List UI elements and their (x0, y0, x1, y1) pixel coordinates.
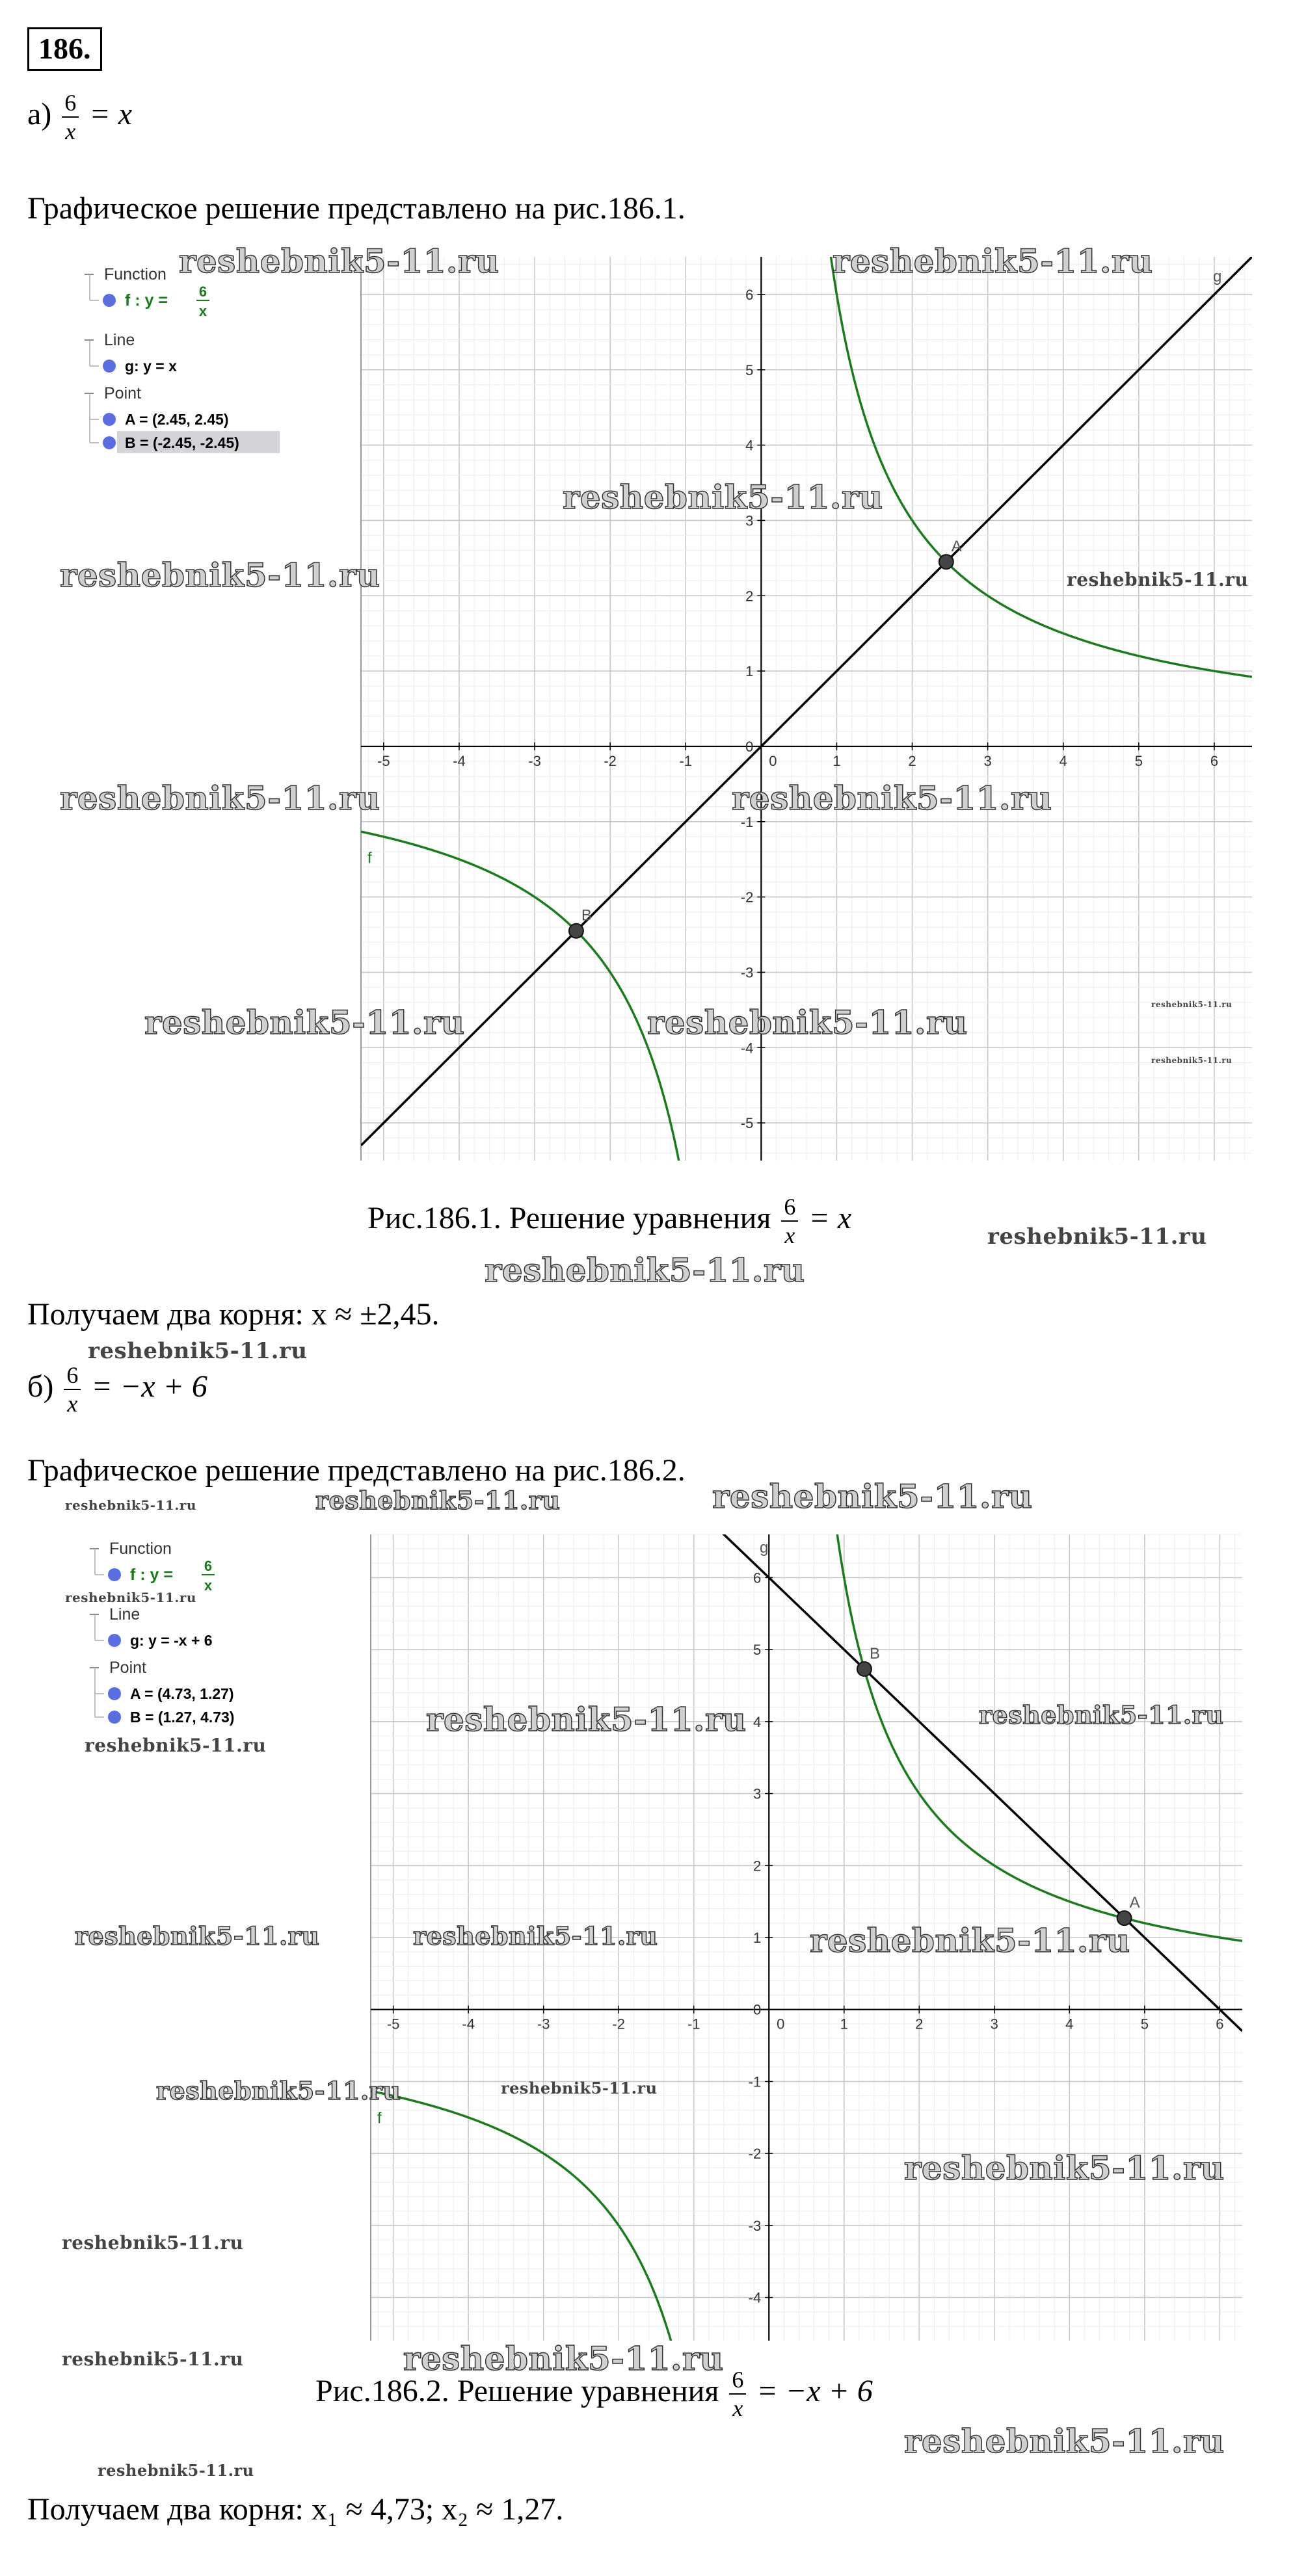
watermark: reshebnik5-11.ru (1067, 569, 1249, 590)
y-tick-label: 4 (753, 1713, 762, 1730)
algebra-item-denominator: x (204, 1577, 213, 1594)
figure-2-algebra-view (90, 1540, 234, 1726)
algebra-item-label: B = (1.27, 4.73) (130, 1709, 235, 1726)
y-tick-label: 6 (753, 1570, 762, 1586)
x-tick-label: 2 (915, 2016, 924, 2032)
algebra-item-label: f : y = (130, 1566, 173, 1584)
algebra-item-label: B = (-2.45, -2.45) (125, 434, 239, 451)
point-label-B: B (581, 906, 592, 925)
y-tick-label: 2 (745, 588, 754, 605)
equation-a-label: а) (27, 97, 52, 132)
equation-b-denominator: x (67, 1391, 78, 1417)
visibility-toggle (108, 1568, 121, 1581)
x-tick-label: 2 (908, 752, 916, 769)
caption-b-text: Рис.186.2. Решение уравнения (315, 2374, 719, 2409)
equation-b-numerator: 6 (64, 1363, 81, 1390)
y-tick-label: 4 (745, 437, 754, 454)
algebra-item-numerator: 6 (198, 283, 207, 300)
watermark: reshebnik5-11.ru (315, 1486, 561, 1515)
point-A (939, 555, 953, 569)
visibility-toggle (103, 360, 116, 373)
x-tick-label: 6 (1210, 752, 1219, 769)
caption-a (367, 1195, 851, 1247)
watermark: reshebnik5-11.ru (144, 1003, 465, 1042)
watermark: reshebnik5-11.ru (98, 2461, 254, 2480)
algebra-item-denominator: x (198, 303, 207, 319)
point-B (857, 1662, 872, 1676)
watermark: reshebnik5-11.ru (60, 556, 380, 594)
y-tick-label: 2 (753, 1858, 762, 1874)
x-tick-label: -5 (377, 752, 390, 769)
watermark: reshebnik5-11.ru (62, 2232, 244, 2254)
series-label-g: g (1213, 268, 1222, 285)
x-tick-label: 4 (1059, 752, 1067, 769)
equation-b-rhs: = −x + 6 (91, 1369, 207, 1404)
caption-a-text: Рис.186.1. Решение уравнения (367, 1201, 771, 1236)
y-tick-label: 0 (745, 738, 754, 755)
x-tick-label: -1 (687, 2016, 700, 2032)
algebra-item-label: A = (4.73, 1.27) (130, 1685, 234, 1702)
visibility-toggle (108, 1711, 121, 1724)
y-tick-label: 1 (753, 1930, 762, 1946)
series-label-f: f (367, 849, 372, 867)
algebra-item-label: g: y = -x + 6 (130, 1632, 213, 1649)
algebra-item-label: A = (2.45, 2.45) (125, 411, 229, 428)
caption-b-fraction (729, 2368, 746, 2420)
algebra-item-numerator: 6 (204, 1558, 213, 1574)
visibility-toggle (103, 294, 116, 307)
y-tick-label: 3 (745, 512, 754, 529)
watermark: reshebnik5-11.ru (179, 242, 500, 280)
watermark: reshebnik5-11.ru (732, 779, 1052, 817)
result-a: Получаем два корня: x ≈ ±2,45. (27, 1297, 440, 1332)
watermark: reshebnik5-11.ru (62, 2348, 244, 2370)
visibility-toggle (108, 1634, 121, 1647)
y-tick-label: 0 (753, 2001, 762, 2018)
watermark: reshebnik5-11.ru (403, 2339, 724, 2378)
watermark: reshebnik5-11.ru (987, 1224, 1207, 1250)
y-tick-label: -3 (740, 964, 754, 981)
y-tick-label: 5 (753, 1642, 762, 1659)
equation-b-label: б) (27, 1369, 54, 1404)
equation-b-fraction (64, 1363, 81, 1415)
watermark: reshebnik5-11.ru (65, 1590, 196, 1605)
algebra-item-label: f : y = (125, 291, 168, 309)
watermark: reshebnik5-11.ru (485, 1251, 805, 1289)
visibility-toggle (108, 1687, 121, 1700)
algebra-group-header: Line (104, 331, 135, 349)
watermark: reshebnik5-11.ru (712, 1477, 1033, 1516)
caption-b-numerator: 6 (729, 2368, 746, 2395)
y-tick-label: -5 (740, 1115, 754, 1132)
watermark: reshebnik5-11.ru (60, 779, 380, 817)
equation-b (27, 1363, 207, 1415)
y-tick-label: -1 (740, 813, 754, 830)
watermark: reshebnik5-11.ru (979, 1700, 1224, 1729)
caption-b-denominator: x (732, 2395, 743, 2421)
algebra-item-label: g: y = x (125, 358, 177, 375)
y-tick-label: 3 (753, 1785, 762, 1802)
watermark: reshebnik5-11.ru (426, 1700, 747, 1739)
y-tick-label: -4 (740, 1040, 754, 1057)
figure-1-algebra-view (85, 265, 280, 453)
algebra-group-header: Function (109, 1540, 172, 1558)
point-label-A: A (951, 538, 962, 556)
y-tick-label: 1 (745, 663, 754, 680)
point-B (569, 924, 583, 938)
equation-a-fraction (62, 91, 79, 143)
visibility-toggle (103, 413, 116, 426)
caption-a-rhs: = x (808, 1201, 852, 1236)
watermark: reshebnik5-11.ru (65, 1497, 196, 1513)
x-tick-label: -4 (462, 2016, 475, 2032)
watermark: reshebnik5-11.ru (563, 478, 883, 516)
caption-a-denominator: x (784, 1222, 795, 1248)
watermark: reshebnik5-11.ru (1151, 1056, 1233, 1065)
watermark: reshebnik5-11.ru (810, 1921, 1130, 1960)
algebra-group-header: Point (109, 1659, 146, 1677)
x-tick-label: 5 (1140, 2016, 1149, 2032)
equation-a-numerator: 6 (62, 91, 79, 118)
visibility-toggle (103, 436, 116, 449)
x-tick-label: 4 (1065, 2016, 1074, 2032)
intro-a: Графическое решение представлено на рис.186.1. (27, 191, 686, 226)
watermark: reshebnik5-11.ru (156, 2076, 401, 2105)
watermark: reshebnik5-11.ru (647, 1003, 968, 1042)
watermark: reshebnik5-11.ru (75, 1921, 320, 1951)
series-label-g: g (760, 1539, 769, 1557)
y-tick-label: 5 (745, 361, 754, 378)
watermark: reshebnik5-11.ru (88, 1338, 308, 1364)
x-tick-label: -2 (612, 2016, 625, 2032)
y-tick-label: 6 (745, 286, 754, 303)
result-b: Получаем два корня: x₁ ≈ 4,73; x₂ ≈ 1,27. (27, 2492, 564, 2527)
watermark: reshebnik5-11.ru (501, 2079, 658, 2097)
intro-b: Графическое решение представлено на рис.186.2. (27, 1453, 686, 1488)
y-tick-label: -2 (740, 889, 754, 906)
x-tick-label: -1 (679, 752, 693, 769)
x-tick-label: -2 (604, 752, 617, 769)
watermark: reshebnik5-11.ru (413, 1921, 658, 1951)
point-label-B: B (869, 1645, 880, 1663)
x-tick-label: 3 (983, 752, 992, 769)
caption-b-rhs: = −x + 6 (756, 2374, 873, 2409)
equation-a-denominator: x (65, 118, 76, 144)
watermark: reshebnik5-11.ru (904, 2149, 1225, 2187)
caption-a-numerator: 6 (781, 1195, 798, 1222)
series-label-f: f (377, 2109, 382, 2127)
x-tick-label: 1 (833, 752, 841, 769)
y-tick-label: -4 (748, 2289, 762, 2306)
x-tick-label: -3 (528, 752, 541, 769)
x-tick-label: 5 (1134, 752, 1143, 769)
equation-a-rhs: = x (89, 97, 132, 132)
watermark: reshebnik5-11.ru (1151, 1000, 1233, 1009)
algebra-group-header: Function (104, 265, 167, 283)
watermark: reshebnik5-11.ru (904, 2422, 1225, 2460)
x-tick-label: -3 (537, 2016, 550, 2032)
algebra-group-header: Point (104, 384, 141, 402)
y-tick-label: -3 (748, 2217, 762, 2234)
y-tick-label: -2 (748, 2146, 762, 2162)
x-tick-label: 3 (990, 2016, 998, 2032)
y-tick-label: -1 (748, 2073, 762, 2090)
problem-number: 186. (27, 27, 102, 71)
watermark: reshebnik5-11.ru (833, 242, 1153, 280)
watermark: reshebnik5-11.ru (85, 1735, 267, 1756)
x-tick-label: 0 (777, 2016, 785, 2032)
x-tick-label: 0 (769, 752, 777, 769)
x-tick-label: 6 (1216, 2016, 1224, 2032)
x-tick-label: -4 (453, 752, 466, 769)
x-tick-label: 1 (840, 2016, 848, 2032)
caption-a-fraction (781, 1195, 798, 1247)
point-label-A: A (1129, 1894, 1140, 1912)
x-tick-label: -5 (386, 2016, 400, 2032)
equation-a (27, 91, 132, 143)
algebra-group-header: Line (109, 1605, 140, 1623)
